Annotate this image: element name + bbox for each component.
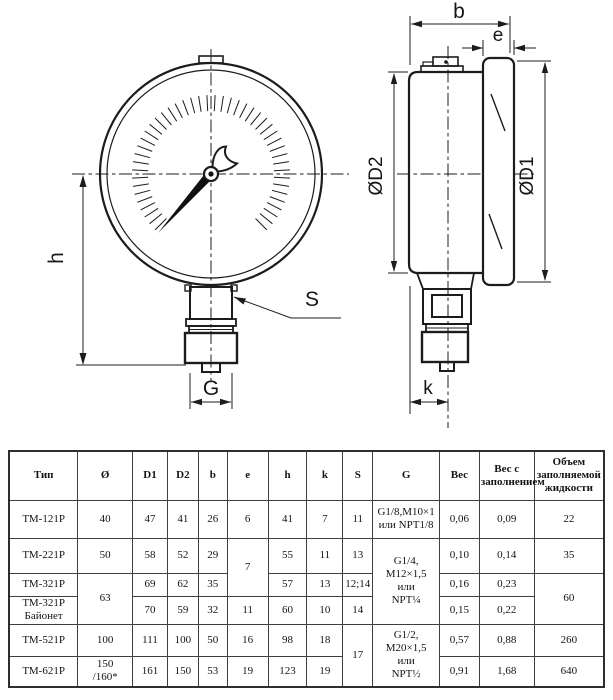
arrow-right-icon: [472, 45, 483, 51]
column-header: k: [307, 451, 343, 500]
tick-mark: [270, 197, 285, 203]
tick-mark: [256, 118, 267, 129]
table-cell: 18: [307, 624, 343, 656]
table-cell: ТМ-321Р Байонет: [9, 596, 78, 624]
arrow-up-icon: [391, 73, 397, 84]
label-h: h: [45, 252, 68, 264]
table-cell: 0,14: [479, 538, 534, 573]
table-cell: 50: [198, 624, 227, 656]
label-S: S: [304, 288, 320, 311]
table-cell: 100: [167, 624, 198, 656]
tick-mark: [132, 170, 148, 171]
tick-mark: [240, 104, 247, 118]
tick-mark: [150, 124, 162, 134]
table-cell: G1/4, M12×1,5 или NPT¼: [373, 538, 440, 624]
column-header: D2: [167, 451, 198, 500]
arrow-left-icon: [191, 399, 202, 405]
table-cell: 6: [227, 500, 268, 538]
column-header: b: [198, 451, 227, 500]
tick-mark: [221, 96, 224, 112]
tick-mark: [150, 214, 162, 224]
tick-mark: [145, 131, 159, 140]
arrow-right-icon: [437, 399, 448, 405]
table-header: [9, 451, 604, 500]
needle-counterweight: [213, 147, 238, 172]
table-cell: 150: [167, 656, 198, 687]
table-cell: 0,10: [439, 538, 479, 573]
table-cell: 12;14: [343, 573, 373, 596]
tick-mark: [260, 214, 272, 224]
column-header: e: [227, 451, 268, 500]
table-cell: 150 /160*: [78, 656, 133, 687]
table-cell: 100: [78, 624, 133, 656]
table-cell: 98: [268, 624, 307, 656]
leader-arrow-icon: [234, 297, 246, 305]
filler-plug: [421, 57, 463, 72]
tick-mark: [245, 108, 254, 122]
table-cell: 0,16: [439, 573, 479, 596]
table-cell: 69: [133, 573, 168, 596]
dimensions-table: [8, 450, 605, 688]
case-body: [409, 72, 484, 273]
table-cell: 10: [307, 596, 343, 624]
table-cell: 19: [227, 656, 268, 687]
column-header: Вес: [439, 451, 479, 500]
table-cell: ТМ-321Р: [9, 573, 78, 596]
side-view: [388, 16, 551, 428]
tick-mark: [273, 184, 289, 187]
tick-mark: [272, 154, 287, 158]
tick-mark: [272, 190, 287, 194]
arrow-left-icon: [411, 21, 422, 27]
table-cell: 59: [167, 596, 198, 624]
tick-mark: [141, 138, 155, 145]
table-cell: 11: [307, 538, 343, 573]
table-cell: 17: [343, 624, 373, 687]
table-cell: ТМ-621Р: [9, 656, 78, 687]
callout-S: [234, 297, 341, 318]
table-cell: 0,15: [439, 596, 479, 624]
arrow-left-icon: [514, 45, 525, 51]
table-cell: 14: [343, 596, 373, 624]
arrow-down-icon: [391, 261, 397, 272]
table-cell: 29: [198, 538, 227, 573]
tick-mark: [191, 98, 195, 113]
table-cell: 55: [268, 538, 307, 573]
table-cell: 0,23: [479, 573, 534, 596]
tick-mark: [155, 118, 166, 129]
table-body: [9, 500, 604, 687]
tick-mark: [168, 108, 177, 122]
tick-mark: [133, 162, 149, 165]
table-cell: 16: [227, 624, 268, 656]
table-cell: 60: [268, 596, 307, 624]
label-G: G: [202, 377, 220, 400]
table-cell: 41: [268, 500, 307, 538]
tick-mark: [133, 184, 149, 187]
tick-mark: [161, 113, 171, 125]
table-cell: 111: [133, 624, 168, 656]
arrow-right-icon: [220, 399, 231, 405]
label-e: e: [492, 25, 504, 46]
table-cell: 47: [133, 500, 168, 538]
table-cell: 35: [198, 573, 227, 596]
table-cell: ТМ-221Р: [9, 538, 78, 573]
table-cell: 70: [133, 596, 168, 624]
arrow-down-icon: [542, 270, 548, 281]
front-view: [72, 49, 349, 409]
table-cell: 0,91: [439, 656, 479, 687]
tick-mark: [155, 219, 166, 230]
tick-mark: [267, 138, 281, 145]
table-cell: G1/2, M20×1,5 или NPT½: [373, 624, 440, 687]
table-cell: 7: [307, 500, 343, 538]
tick-mark: [227, 98, 231, 113]
table-cell: ТМ-121Р: [9, 500, 78, 538]
dimension-d2: [388, 72, 408, 273]
table-cell: 260: [534, 624, 604, 656]
table-cell: 0,22: [479, 596, 534, 624]
column-header: D1: [133, 451, 168, 500]
table-cell: 60: [534, 573, 604, 624]
header-row: [9, 451, 604, 500]
table-cell: 52: [167, 538, 198, 573]
table-cell: 0,06: [439, 500, 479, 538]
table-cell: 640: [534, 656, 604, 687]
table-cell: 19: [307, 656, 343, 687]
tick-mark: [270, 146, 285, 152]
tick-mark: [137, 146, 152, 152]
column-header: h: [268, 451, 307, 500]
tick-mark: [234, 100, 240, 115]
table-cell: ТМ-521Р: [9, 624, 78, 656]
needle-hub-dot: [208, 171, 213, 176]
tick-mark: [132, 177, 148, 178]
table-cell: 123: [268, 656, 307, 687]
bezel-flange: [483, 58, 514, 285]
table-cell: 0,57: [439, 624, 479, 656]
tick-mark: [145, 208, 159, 217]
tick-mark: [141, 203, 155, 210]
label-d2: ØD2: [366, 156, 387, 196]
table-cell: 57: [268, 573, 307, 596]
tick-mark: [135, 154, 150, 158]
table-cell: 53: [198, 656, 227, 687]
table-cell: 41: [167, 500, 198, 538]
column-header: Ø: [78, 451, 133, 500]
table-cell: 0,88: [479, 624, 534, 656]
label-b: b: [453, 0, 465, 23]
column-header: Тип: [9, 451, 78, 500]
tick-mark: [264, 208, 278, 217]
tick-mark: [214, 95, 215, 111]
tick-mark: [207, 95, 208, 111]
table-cell: 11: [227, 596, 268, 624]
tick-mark: [264, 131, 278, 140]
tick-mark: [260, 124, 272, 134]
table-cell: 13: [343, 538, 373, 573]
arrow-up-icon: [80, 175, 87, 187]
table-cell: 13: [307, 573, 343, 596]
table-row: [9, 656, 604, 687]
tick-mark: [137, 197, 152, 203]
tick-mark: [175, 104, 182, 118]
tick-mark: [274, 177, 290, 178]
table-cell: 11: [343, 500, 373, 538]
column-header: Объем заполняемой жидкости: [534, 451, 604, 500]
table-cell: 7: [227, 538, 268, 596]
tick-mark: [199, 96, 202, 112]
tick-mark: [274, 170, 290, 171]
table-cell: 161: [133, 656, 168, 687]
tick-mark: [256, 219, 267, 230]
tick-mark: [251, 113, 261, 125]
arrow-down-icon: [80, 353, 87, 365]
side-connection: [417, 273, 474, 371]
table-cell: 63: [78, 573, 133, 624]
tick-mark: [273, 162, 289, 165]
label-d1: ØD1: [517, 156, 538, 196]
table-cell: 22: [534, 500, 604, 538]
table-cell: 0,09: [479, 500, 534, 538]
table-cell: 26: [198, 500, 227, 538]
label-k: k: [423, 378, 433, 399]
tick-mark: [135, 190, 150, 194]
arrow-left-icon: [410, 399, 421, 405]
table-row: [9, 538, 604, 573]
table-cell: 62: [167, 573, 198, 596]
table-row: [9, 573, 604, 596]
table-row: [9, 500, 604, 538]
table-cell: 35: [534, 538, 604, 573]
tick-mark: [267, 203, 281, 210]
table-cell: 40: [78, 500, 133, 538]
table-cell: 58: [133, 538, 168, 573]
column-header: G: [373, 451, 440, 500]
table-row: [9, 624, 604, 656]
table-cell: 32: [198, 596, 227, 624]
arrow-up-icon: [542, 62, 548, 73]
column-header: S: [343, 451, 373, 500]
table-cell: G1/8,M10×1 или NPT1/8: [373, 500, 440, 538]
table-cell: 1,68: [479, 656, 534, 687]
tick-mark: [183, 100, 189, 115]
column-header: Вес с заполнением: [479, 451, 534, 500]
table-cell: 50: [78, 538, 133, 573]
